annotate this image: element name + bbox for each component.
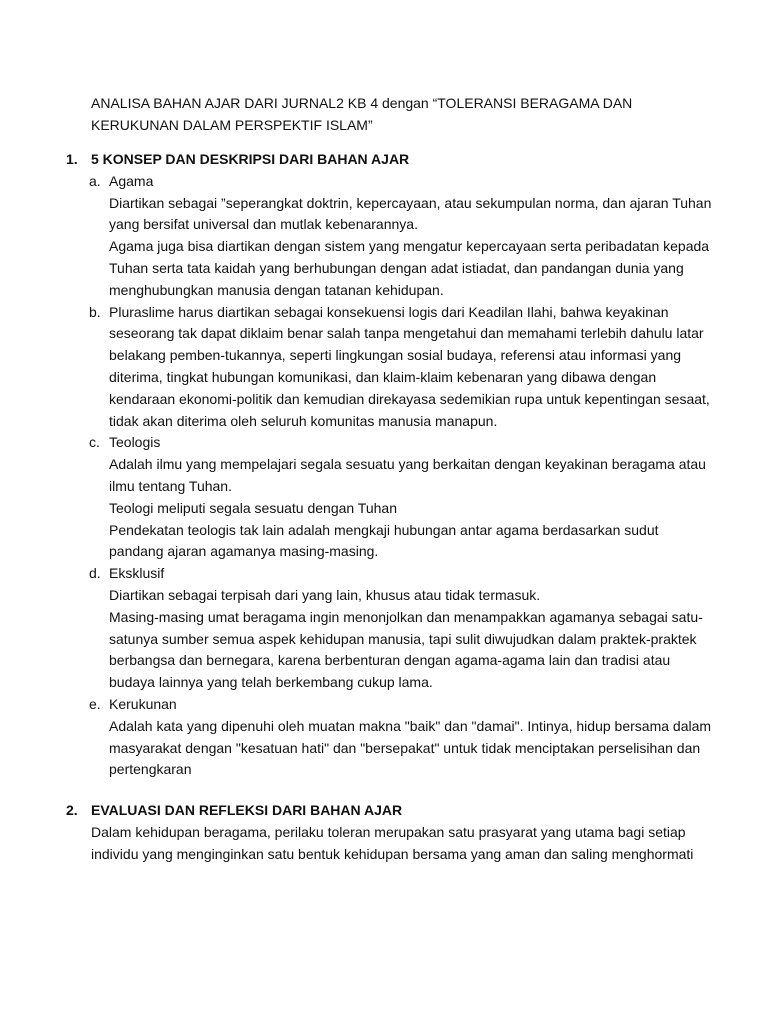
concept-paragraph: Adalah ilmu yang mempelajari segala sesuatu yang berkaitan dengan keyakinan beragama atau ilmu tentang Tuhan. — [109, 456, 706, 494]
concept-term: Teologis — [109, 434, 161, 451]
concept-item-kerukunan — [89, 694, 716, 781]
concept-paragraph: Masing-masing umat beragama ingin menonjolkan dan menampakkan agamanya sebagai satu-satunya sumber semua aspek kehidupan manusia, tapi sulit diwujudkan dalam praktek-praktek berbangsa dan bernegara, karena berbenturan dengan agama-agama lain dan tradisi atau budaya lainnya yang telah berkembang cukup lama. — [109, 608, 703, 691]
concept-item-agama — [89, 171, 716, 302]
evaluation-paragraph: Dalam kehidupan beragama, perilaku toleran merupakan satu prasyarat yang utama bagi setiap individu yang menginginkan satu bentuk kehidupan bersama yang aman dan saling menghormati — [91, 823, 694, 862]
section-heading — [66, 149, 716, 171]
concept-paragraph: Diartikan sebagai terpisah dari yang lain, khusus atau tidak termasuk. — [109, 586, 541, 603]
concept-paragraph: Pluraslime harus diartikan sebagai konsekuensi logis dari Keadilan Ilahi, bahwa keyakinan seseorang tak dapat diklaim benar salah tanpa mengetahui dan memahami terlebih dahulu latar belakang pemben-tukannya, seperti lingkungan sosial budaya, referensi atau informasi yang diterima, tingkat hubungan komunikasi, dan klaim-klaim kebenaran yang dibawa dengan kendaraan ekonomi-politik dan kemudian direkayasa sedemikian rupa untuk kepentingan sesaat, tidak akan diterima oleh seluruh komunitas manusia manapun. — [109, 303, 710, 429]
concept-list — [89, 171, 716, 781]
concept-item-teologis — [89, 432, 716, 563]
section-number: 1. — [66, 151, 78, 167]
item-letter: d. — [89, 565, 101, 582]
concept-term: Kerukunan — [109, 695, 177, 712]
concept-term: Eksklusif — [109, 565, 165, 582]
item-letter: b. — [89, 303, 101, 320]
section-title: EVALUASI DAN REFLEKSI DARI BAHAN AJAR — [91, 802, 403, 818]
concept-paragraph: Teologi meliputi segala sesuatu dengan Tuhan — [109, 499, 397, 516]
section-number: 2. — [66, 802, 78, 818]
section-concepts — [66, 149, 716, 781]
concept-paragraph: Adalah kata yang dipenuhi oleh muatan makna "baik" dan "damai". Intinya, hidup bersama dalam masyarakat dengan "kesatuan hati" dan "bersepakat" untuk tidak menciptakan perselisihan dan pertengkaran — [109, 717, 712, 778]
concept-paragraph: Agama juga bisa diartikan dengan sistem yang mengatur kepercayaan serta peribadatan kepada Tuhan serta tata kaidah yang berhubungan dengan adat istiadat, dan pandangan dunia yang menghubungkan manusia dengan tatanan kehidupan. — [109, 238, 710, 298]
item-letter: e. — [89, 695, 101, 712]
section-evaluation — [66, 800, 716, 865]
concept-item-pluralisme — [89, 302, 716, 433]
concept-paragraph: Diartikan sebagai ”seperangkat doktrin, kepercayaan, atau sekumpulan norma, dan ajaran Tuhan yang bersifat universal dan mutlak kebenarannya. — [109, 194, 712, 233]
item-letter: c. — [89, 434, 100, 451]
concept-paragraph: Pendekatan teologis tak lain adalah mengkaji hubungan antar agama berdasarkan sudut pandang ajaran agamanya masing-masing. — [109, 521, 659, 560]
concept-item-eksklusif — [89, 563, 716, 694]
section-title: 5 KONSEP DAN DESKRIPSI DARI BAHAN AJAR — [91, 151, 410, 167]
document-title: ANALISA BAHAN AJAR DARI JURNAL2 KB 4 dengan “TOLERANSI BERAGAMA DAN KERUKUNAN DALAM PERSPEKTIF ISLAM” — [91, 95, 633, 133]
item-letter: a. — [89, 172, 101, 189]
concept-term: Agama — [109, 172, 154, 189]
section-heading — [66, 800, 716, 822]
